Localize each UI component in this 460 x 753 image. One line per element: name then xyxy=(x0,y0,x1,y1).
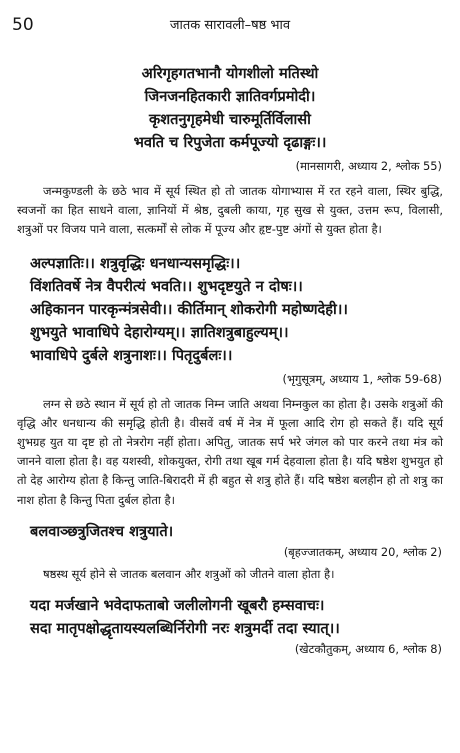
commentary-3: षष्ठस्थ सूर्य होने से जातक बलवान और शत्रुओं को जीतने वाला होता है। xyxy=(43,566,335,581)
citation-4: (खेटकौतुकम्, अध्याय 6, श्लोक 8) xyxy=(294,642,442,657)
verse-line: अहिकानन पारकृन्मंत्रसेवी।। कीर्तिमान् शोकरोगी महोष्णदेही।। xyxy=(30,300,348,318)
verse-block-3 xyxy=(0,520,460,543)
citation-1: (मानसागरी, अध्याय 2, श्लोक 55) xyxy=(295,159,442,173)
citation-3: (बृहज्जातकम्, अध्याय 20, श्लोक 2) xyxy=(283,544,442,559)
verse-line: अरिगृहगतभानौ योगशीलो मतिस्थो xyxy=(141,65,319,82)
verse-block-4 xyxy=(0,594,460,640)
verse-line: कृशतनुगृहमेधी चारुमूर्तिर्विलासी xyxy=(149,111,311,128)
verse-line: शुभयुते भावाधिपे देहारोग्यम्।। ज्ञातिशत्रुबाहुल्यम्।। xyxy=(30,323,289,341)
page-number: 50 xyxy=(12,15,34,35)
verse-line: अल्पज्ञातिः।। शत्रुवृद्धिः धनधान्यसमृद्धिः।। xyxy=(30,254,241,272)
verse-line: यदा मर्जखाने भवेदाफताबो जलीलोगनी खूबरौ हम्सवाचः। xyxy=(30,597,325,615)
running-head: जातक सारावली–षष्ठ भाव xyxy=(169,18,291,33)
commentary-1: जन्मकुण्डली के छठे भाव में सूर्य स्थित हो तो जातक योगाभ्यास में रत रहने वाला, स्थिर बुद्धि, स्वजनों का हित साधने वाला, ज्ञानियों में श्रेष्ठ, दुबली काया, गृह सुख से युक्त, उत्तम रूप, विलासी, शत्रुओं पर विजय पाने वाला, सत्कर्मों से लोक में पूज्य और हृष्ट-पुष्ट अंगों से युक्त होता है। xyxy=(17,184,443,237)
citation-2: (भृगुसूत्रम्, अध्याय 1, श्लोक 59-68) xyxy=(282,371,442,386)
verse-line: बलवाञ्छत्रुजितश्च शत्रुयाते। xyxy=(30,522,174,540)
verse-line: भवति च रिपुजेता कर्मपूज्यो दृढाङ्गः।। xyxy=(133,134,327,151)
verse-line: भावाधिपे दुर्बले शत्रुनाशः।। पितृदुर्बलः।। xyxy=(30,346,233,364)
verse-line: सदा मातृपक्षोद्धृतायस्यलब्धिर्निरोगी नरः शत्रुमर्दी तदा स्यात्।। xyxy=(30,620,340,638)
commentary-2: लग्न से छठे स्थान में सूर्य हो तो जातक निम्न जाति अथवा निम्नकुल का होता है। उसके शत्रुओं की वृद्धि और धनधान्य की समृद्धि होती है। वीसवें वर्ष में नेत्र में फूला आदि रोग हो सकते हैं। यदि सूर्य शुभग्रह युत या दृष्ट हो तो नेत्ररोग नहीं होता। अपितु, जातक सर्प भरे जंगल को पार करने तथा मंत्र को जानने वाला होता है। वह यशस्वी, शोकयुक्त, रोगी तथा खूब गर्म देहवाला होता है। यदि षष्ठेश शुभयुत हो तो देह आरोग्य होता है किन्तु जाति-बिरादरी में ही बहुत से शत्रु होते हैं। यदि षष्ठेश बलहीन हो तो शत्रु का नाश होता है किन्तु पिता दुर्बल होता है। xyxy=(17,396,443,507)
page-header xyxy=(0,0,460,40)
verse-block-2 xyxy=(0,252,460,367)
verse-line: जिनजनहितकारी ज्ञातिवर्गप्रमोदी। xyxy=(144,88,316,105)
verse-line: विंशतिवर्षे नेत्र वैपरीत्यं भवति।। शुभदृष्टयुते न दोषः।। xyxy=(30,277,303,295)
verse-block-1 xyxy=(0,62,460,154)
page-body xyxy=(0,62,460,659)
